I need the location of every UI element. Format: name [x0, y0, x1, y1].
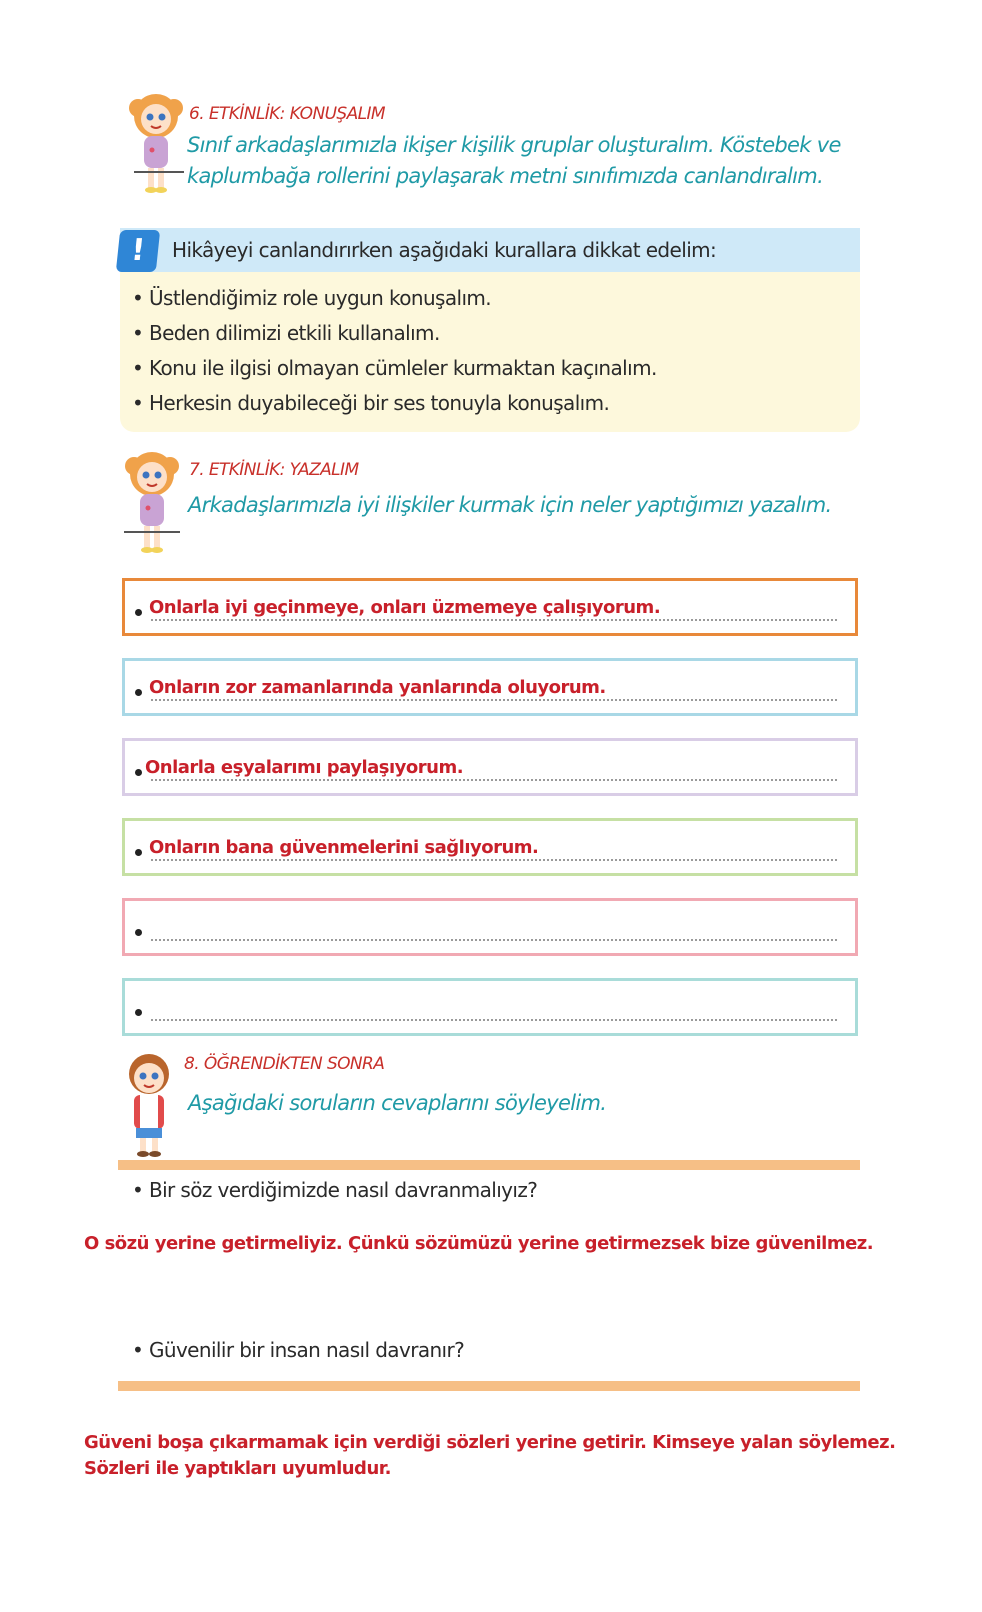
rule-item: • Üstlendiğimiz role uygun konuşalım.: [132, 286, 491, 310]
answer-box[interactable]: [122, 578, 858, 636]
answer-box[interactable]: [122, 898, 858, 956]
rule-item: • Herkesin duyabileceği bir ses tonuyla konuşalım.: [132, 391, 609, 415]
answer-text: Onların bana güvenmelerini sağlıyorum.: [149, 837, 539, 858]
activity8-instruction: Aşağıdaki soruların cevaplarını söyleyelim.: [188, 1091, 607, 1115]
answer-2-line1: Güveni boşa çıkarmamak için verdiği sözleri yerine getirir. Kimseye yalan söylemez.: [84, 1432, 896, 1453]
answer-box[interactable]: [122, 818, 858, 876]
dotted-line: [151, 699, 837, 701]
bullet-dot: [135, 1009, 142, 1016]
activity6-instruction-line1: Sınıf arkadaşlarımızla ikişer kişilik gruplar oluşturalım. Köstebek ve: [187, 133, 841, 157]
girl-character-illustration: [120, 450, 184, 560]
answer-text: Onlarla iyi geçinmeye, onları üzmemeye çalışıyorum.: [149, 597, 661, 618]
bullet-dot: [135, 689, 142, 696]
question-divider-bar: [118, 1160, 860, 1170]
rule-item: • Beden dilimizi etkili kullanalım.: [132, 321, 440, 345]
question-1: • Bir söz verdiğimizde nasıl davranmalıyız?: [132, 1178, 537, 1202]
answer-text: Onların zor zamanlarında yanlarında oluyorum.: [149, 677, 606, 698]
answer-box[interactable]: [122, 658, 858, 716]
bullet-dot: [135, 849, 142, 856]
activity8-title: 8. ÖĞRENDİKTEN SONRA: [184, 1054, 385, 1074]
warning-icon: !: [116, 230, 160, 272]
answer-text: Onlarla eşyalarımı paylaşıyorum.: [145, 757, 464, 778]
rule-item: • Konu ile ilgisi olmayan cümleler kurmaktan kaçınalım.: [132, 356, 657, 380]
bullet-dot: [135, 769, 142, 776]
question-divider-bar: [118, 1381, 860, 1391]
answer-box[interactable]: [122, 738, 858, 796]
bullet-dot: [135, 609, 142, 616]
girl-character-illustration: [124, 92, 188, 196]
rules-heading: Hikâyeyi canlandırırken aşağıdaki kurallara dikkat edelim:: [172, 238, 717, 262]
dotted-line: [151, 1019, 837, 1021]
answer-1: O sözü yerine getirmeliyiz. Çünkü sözümüzü yerine getirmezsek bize güvenilmez.: [84, 1233, 874, 1254]
activity7-title: 7. ETKİNLİK: YAZALIM: [189, 460, 359, 480]
activity7-instruction: Arkadaşlarımızla iyi ilişkiler kurmak için neler yaptığımızı yazalım.: [188, 493, 832, 517]
question-2: • Güvenilir bir insan nasıl davranır?: [132, 1338, 464, 1362]
answer-box[interactable]: [122, 978, 858, 1036]
boy-character-illustration: [118, 1048, 180, 1158]
answer-2-line2: Sözleri ile yaptıkları uyumludur.: [84, 1458, 391, 1479]
bullet-dot: [135, 929, 142, 936]
dotted-line: [151, 619, 837, 621]
activity6-title: 6. ETKİNLİK: KONUŞALIM: [189, 104, 385, 124]
dotted-line: [151, 859, 837, 861]
dotted-line: [151, 779, 837, 781]
activity6-instruction-line2: kaplumbağa rollerini paylaşarak metni sınıfımızda canlandıralım.: [187, 164, 824, 188]
dotted-line: [151, 939, 837, 941]
